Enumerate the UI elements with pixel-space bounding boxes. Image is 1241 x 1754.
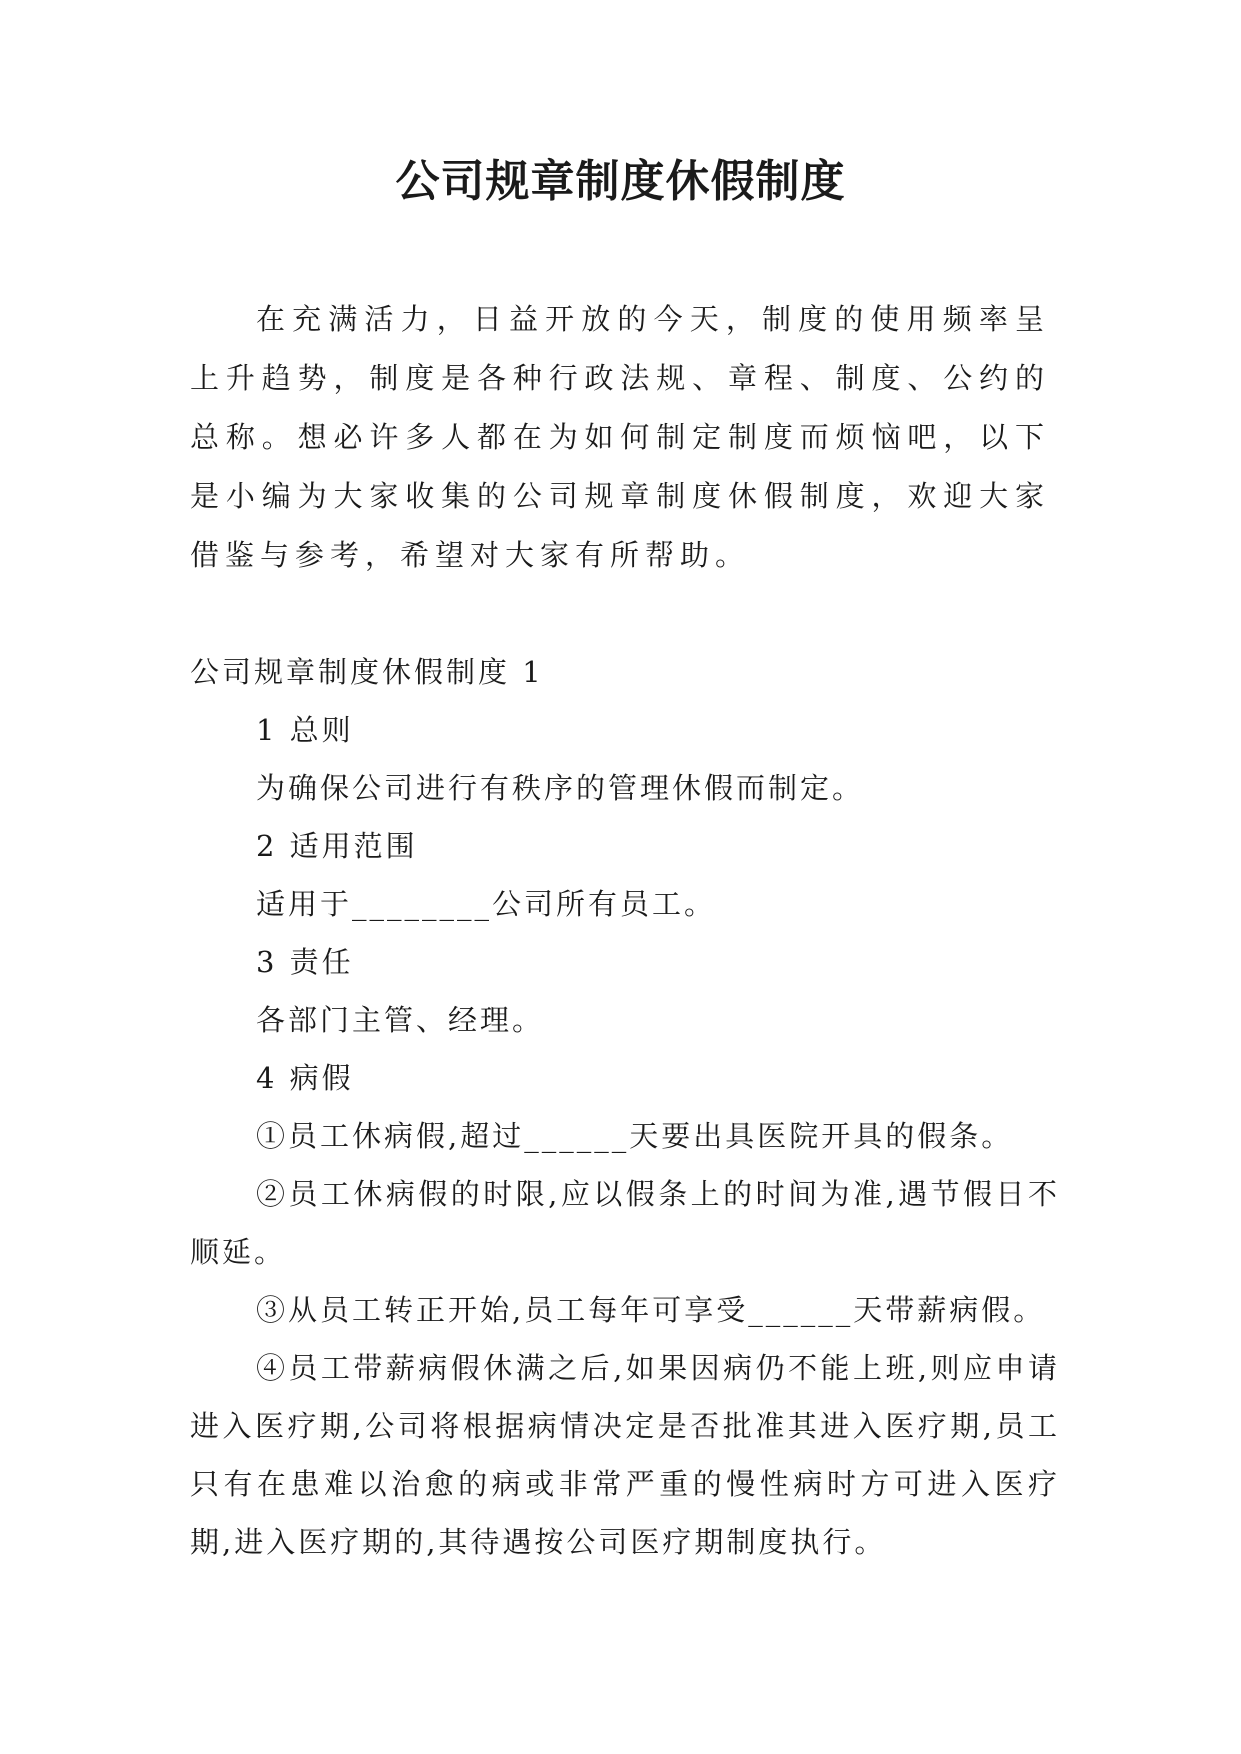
paragraph-responsibility: 各部门主管、经理。 bbox=[256, 1003, 545, 1037]
heading-general: 1 总则 bbox=[256, 713, 354, 747]
heading-sick-leave: 4 病假 bbox=[256, 1061, 354, 1095]
intro-paragraph: 在充满活力，日益开放的今天，制度的使用频率呈上升趋势，制度是各种行政法规、章程、制度、公约的总称。想必许多人都在为如何制定制度而烦恼吧，以下是小编为大家收集的公司规章制度休假制度，欢迎大家借鉴与参考，希望对大家有所帮助。 bbox=[190, 302, 1050, 572]
paragraph-scope: 适用于________公司所有员工。 bbox=[256, 887, 717, 921]
section-title: 公司规章制度休假制度 1 bbox=[190, 655, 544, 689]
document-title: 公司规章制度休假制度 bbox=[395, 156, 846, 207]
paragraph-purpose: 为确保公司进行有秩序的管理休假而制定。 bbox=[256, 771, 865, 805]
sick-leave-item-2: ②员工休病假的时限,应以假条上的时间为准,遇节假日不顺延。 bbox=[190, 1177, 1060, 1269]
heading-responsibility: 3 责任 bbox=[256, 945, 354, 979]
sick-leave-item-4: ④员工带薪病假休满之后,如果因病仍不能上班,则应申请进入医疗期,公司将根据病情决定是否批准其进入医疗期,员工只有在患难以治愈的病或非常严重的慢性病时方可进入医疗期,进入医疗期的,其待遇按公司医疗期制度执行。 bbox=[190, 1351, 1060, 1559]
sick-leave-item-3: ③从员工转正开始,员工每年可享受______天带薪病假。 bbox=[256, 1293, 1046, 1327]
sick-leave-item-1: ①员工休病假,超过______天要出具医院开具的假条。 bbox=[256, 1119, 1014, 1153]
section-1 bbox=[190, 643, 1090, 1571]
heading-scope: 2 适用范围 bbox=[256, 829, 418, 863]
